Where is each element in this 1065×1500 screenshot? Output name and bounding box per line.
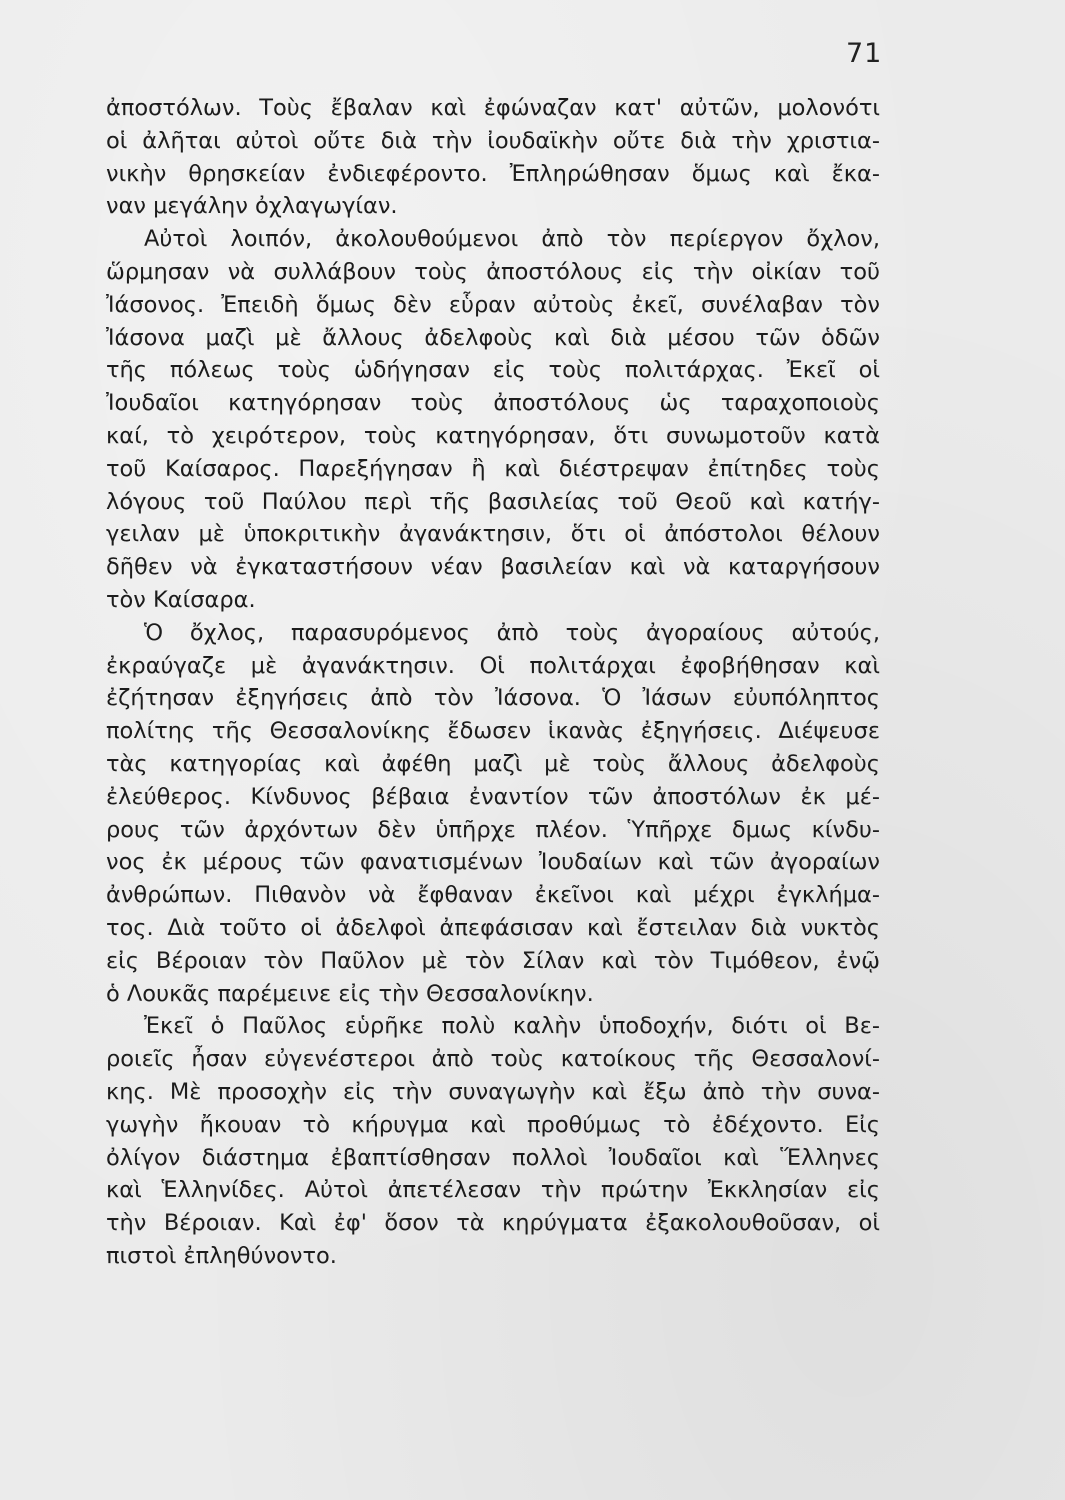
text-line: Ἰάσονα μαζὶ μὲ ἄλλους ἀδελφοὺς καὶ διὰ μέσου τῶν ὁδῶν xyxy=(106,324,880,351)
body-text xyxy=(106,92,880,1273)
text-line: ἀνθρώπων. Πιθανὸν νὰ ἔφθαναν ἐκεῖνοι καὶ μέχρι ἐγκλήμα- xyxy=(106,882,880,909)
text-line: τοῦ Καίσαρος. Παρεξήγησαν ἢ καὶ διέστρεψαν ἐπίτηδες τοὺς xyxy=(106,455,880,482)
text-line: γειλαν μὲ ὑποκριτικὴν ἀγανάκτησιν, ὅτι οἱ ἀπόστολοι θέλουν xyxy=(106,521,880,548)
text-line: ὥρμησαν νὰ συλλάβουν τοὺς ἀποστόλους εἰς τὴν οἰκίαν τοῦ xyxy=(106,258,880,285)
text-line: ροιεῖς ἦσαν εὐγενέστεροι ἀπὸ τοὺς κατοίκους τῆς Θεσσαλονί- xyxy=(106,1046,880,1073)
text-line: ἀποστόλων. Τοὺς ἔβαλαν καὶ ἐφώναζαν κατ' αὐτῶν, μολονότι xyxy=(106,95,880,121)
text-line: εἰς Βέροιαν τὸν Παῦλον μὲ τὸν Σίλαν καὶ τὸν Τιμόθεον, ἐνῷ xyxy=(106,947,880,974)
text-line: τὸν Καίσαρα. xyxy=(106,586,256,613)
text-line: ὁ Λουκᾶς παρέμεινε εἰς τὴν Θεσσαλονίκην. xyxy=(106,980,594,1007)
text-line: τὰς κατηγορίας καὶ ἀφέθη μαζὶ μὲ τοὺς ἄλλους ἀδελφοὺς xyxy=(106,750,880,777)
text-line: δῆθεν νὰ ἐγκαταστήσουν νέαν βασιλείαν καὶ νὰ καταργήσουν xyxy=(106,554,880,581)
text-line: ἐλεύθερος. Κίνδυνος βέβαια ἐναντίον τῶν ἀποστόλων ἐκ μέ- xyxy=(106,783,880,810)
text-line: Ἐκεῖ ὁ Παῦλος εὑρῆκε πολὺ καλὴν ὑποδοχήν, διότι οἱ Βε- xyxy=(144,1013,880,1040)
text-line: Ἰάσονος. Ἐπειδὴ ὅμως δὲν εὗραν αὐτοὺς ἐκεῖ, συνέλαβαν τὸν xyxy=(106,291,880,318)
text-line: οἱ ἀλῆται αὐτοὶ οὔτε διὰ τὴν ἰουδαϊκὴν οὔτε διὰ τὴν χριστια- xyxy=(106,127,880,154)
text-line: λόγους τοῦ Παύλου περὶ τῆς βασιλείας τοῦ Θεοῦ καὶ κατήγ- xyxy=(106,488,880,515)
text-line: νος ἐκ μέρους τῶν φανατισμένων Ἰουδαίων καὶ τῶν ἀγοραίων xyxy=(106,849,880,876)
page-number: 71 xyxy=(846,38,883,69)
text-line: Ἰουδαῖοι κατηγόρησαν τοὺς ἀποστόλους ὡς ταραχοποιοὺς xyxy=(106,390,880,417)
text-line: κης. Μὲ προσοχὴν εἰς τὴν συναγωγὴν καὶ ἔξω ἀπὸ τὴν συνα- xyxy=(106,1078,880,1105)
text-line: ἐκραύγαζε μὲ ἀγανάκτησιν. Οἱ πολιτάρχαι ἐφοβήθησαν καὶ xyxy=(106,652,880,679)
text-line: ἐζήτησαν ἐξηγήσεις ἀπὸ τὸν Ἰάσονα. Ὁ Ἰάσων εὐυπόληπτος xyxy=(106,685,880,712)
text-line: πολίτης τῆς Θεσσαλονίκης ἔδωσεν ἱκανὰς ἐξηγήσεις. Διέψευσε xyxy=(106,718,880,745)
text-line: Ὁ ὄχλος, παρασυρόμενος ἀπὸ τοὺς ἀγοραίους αὐτούς, xyxy=(144,619,880,646)
text-line: πιστοὶ ἐπληθύνοντο. xyxy=(106,1242,337,1269)
text-line: ναν μεγάλην ὀχλαγωγίαν. xyxy=(106,193,398,220)
text-line: Αὐτοὶ λοιπόν, ἀκολουθούμενοι ἀπὸ τὸν περίεργον ὄχλον, xyxy=(144,226,880,253)
text-line: νικὴν θρησκείαν ἐνδιεφέροντο. Ἐπληρώθησαν ὅμως καὶ ἔκα- xyxy=(106,160,880,187)
text-line: καί, τὸ χειρότερον, τοὺς κατηγόρησαν, ὅτι συνωμοτοῦν κατὰ xyxy=(106,422,880,449)
text-line: ὀλίγον διάστημα ἐβαπτίσθησαν πολλοὶ Ἰουδαῖοι καὶ Ἕλληνες xyxy=(106,1144,880,1171)
text-line: τὴν Βέροιαν. Καὶ ἐφ' ὅσον τὰ κηρύγματα ἐξακολουθοῦσαν, οἱ xyxy=(106,1210,880,1237)
text-line: καὶ Ἑλληνίδες. Αὐτοὶ ἀπετέλεσαν τὴν πρώτην Ἐκκλησίαν εἰς xyxy=(106,1177,880,1204)
text-line: τος. Διὰ τοῦτο οἱ ἀδελφοὶ ἀπεφάσισαν καὶ ἔστειλαν διὰ νυκτὸς xyxy=(106,914,880,941)
text-line: ρους τῶν ἀρχόντων δὲν ὑπῆρχε πλέον. Ὑπῆρχε δμως κίνδυ- xyxy=(106,816,880,843)
text-line: γωγὴν ἤκουαν τὸ κήρυγμα καὶ προθύμως τὸ ἐδέχοντο. Εἰς xyxy=(106,1111,880,1138)
text-line: τῆς πόλεως τοὺς ὡδήγησαν εἰς τοὺς πολιτάρχας. Ἐκεῖ οἱ xyxy=(106,357,880,384)
